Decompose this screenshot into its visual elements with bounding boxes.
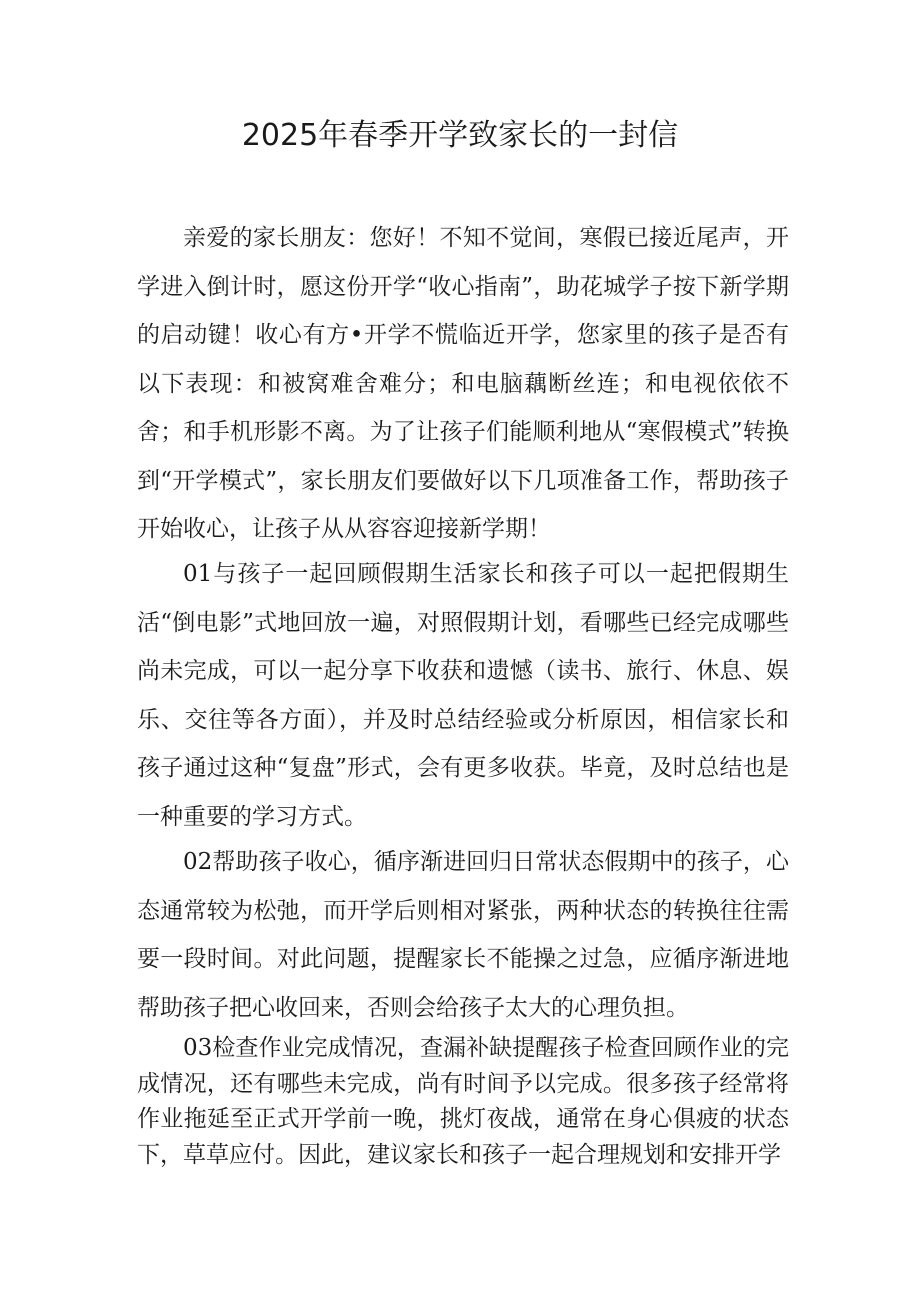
paragraph-01-review-holiday: 01与孩子一起回顾假期生活家长和孩子可以一起把假期生活“倒电影”式地回放一遍，对照假期计划，看哪些已经完成哪些尚未完成，可以一起分享下收获和遗憾（读书、旅行、休息、娱乐、交往等各方面），并及时总结经验或分析原因，相信家长和孩子通过这种“复盘”形式，会有更多收获。毕竟，及时总结也是一种重要的学习方式。 bbox=[137, 561, 789, 830]
paragraph-03-check-homework: 03检查作业完成情况，查漏补缺提醒孩子检查回顾作业的完成情况，还有哪些未完成，尚有时间予以完成。很多孩子经常将作业拖延至正式开学前一晚，挑灯夜战，通常在身心俱疲的状态下，草草应付。因此，建议家长和孩子一起合理规划和安排开学 bbox=[137, 1035, 789, 1168]
document-title: 2025年春季开学致家长的一封信 bbox=[241, 118, 679, 153]
paragraph-02-settle-mind: 02帮助孩子收心，循序渐进回归日常状态假期中的孩子，心态通常较为松弛，而开学后则相对紧张，两种状态的转换往往需要一段时间。对此问题，提醒家长不能操之过急，应循序渐进地帮助孩子把心收回来，否则会给孩子太大的心理负担。 bbox=[137, 849, 789, 1021]
paragraph-intro: 亲爱的家长朋友：您好！不知不觉间，寒假已接近尾声，开学进入倒计时，愿这份开学“收心指南”，助花城学子按下新学期的启动键！收心有方•开学不慌临近开学，您家里的孩子是否有以下表现：和被窝难舍难分；和电脑藕断丝连；和电视依依不舍；和手机形影不离。为了让孩子们能顺利地从“寒假模式”转换到“开学模式”，家长朋友们要做好以下几项准备工作，帮助孩子开始收心，让孩子从从容容迎接新学期！ bbox=[137, 225, 789, 542]
